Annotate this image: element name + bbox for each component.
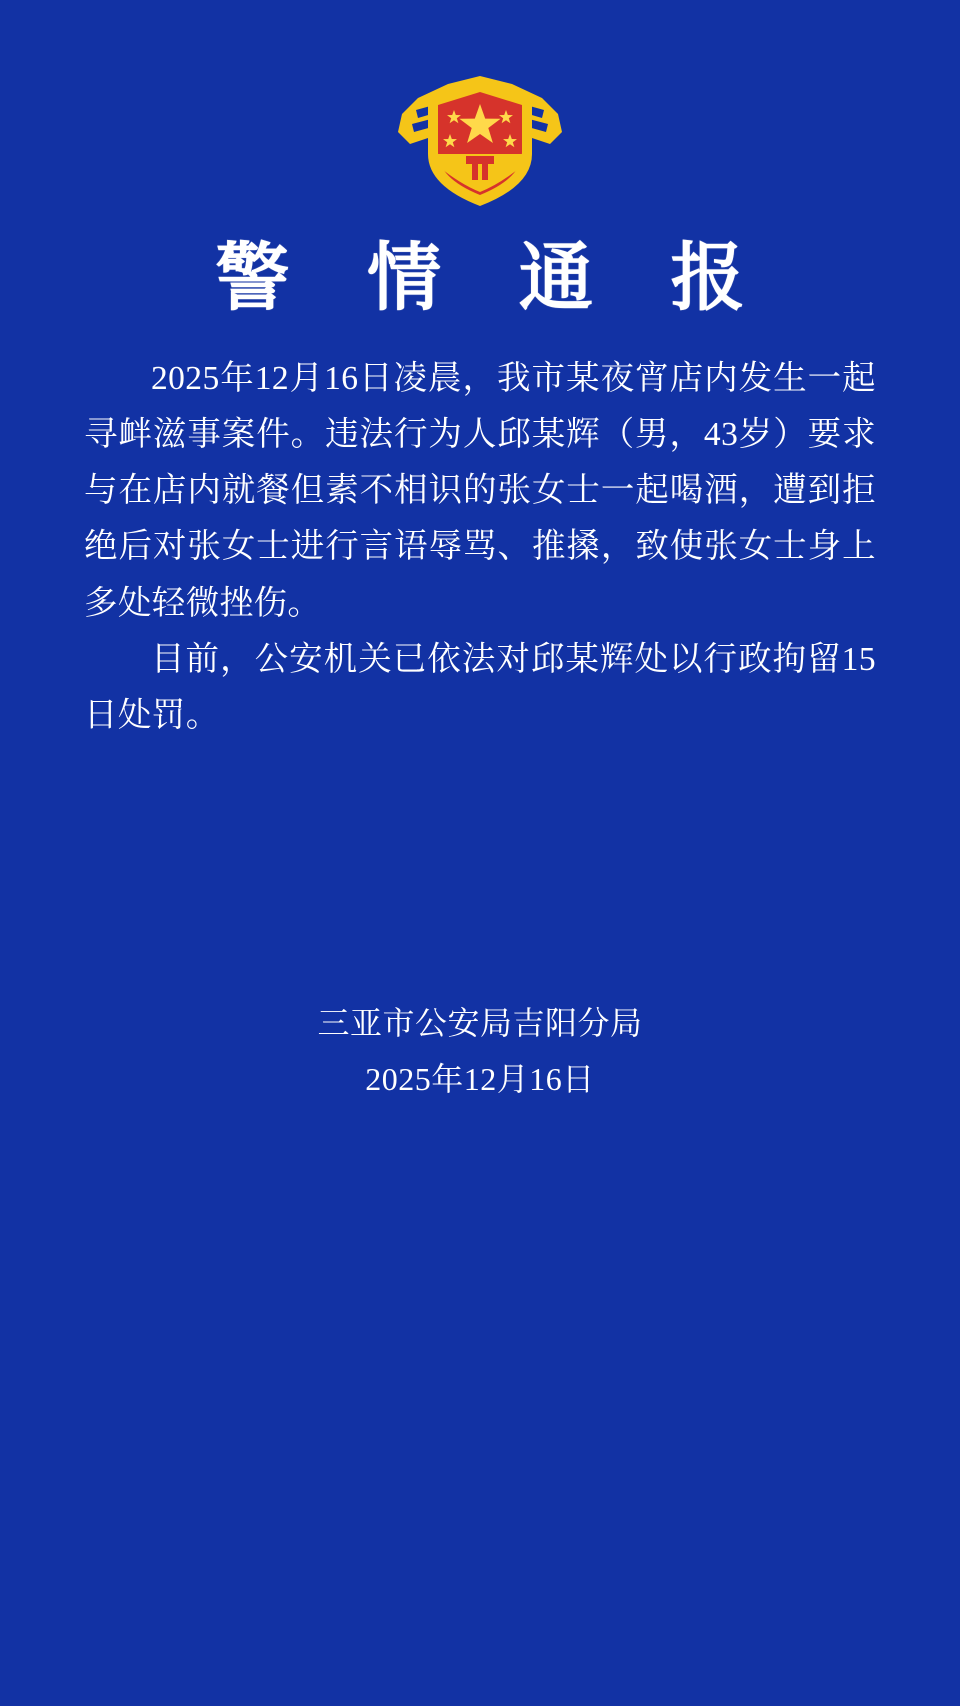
notice-body xyxy=(84,351,876,745)
issuing-organization: 三亚市公安局吉阳分局 xyxy=(317,1005,643,1041)
notice-paragraph-2: 目前，公安机关已依法对邱某辉处以行政拘留15日处罚。 xyxy=(84,640,876,735)
signature-block xyxy=(0,995,960,1107)
china-police-emblem-icon xyxy=(392,58,568,218)
issue-date: 2025年12月16日 xyxy=(365,1061,595,1097)
emblem-container xyxy=(0,0,960,218)
notice-paragraph-1: 2025年12月16日凌晨，我市某夜宵店内发生一起寻衅滋事案件。违法行为人邱某辉（男，43岁）要求与在店内就餐但素不相识的张女士一起喝酒，遭到拒绝后对张女士进行言语辱骂、推搡，致使张女士身上多处轻微挫伤。 xyxy=(84,359,876,622)
page-title: 警 情 通 报 xyxy=(215,235,771,321)
